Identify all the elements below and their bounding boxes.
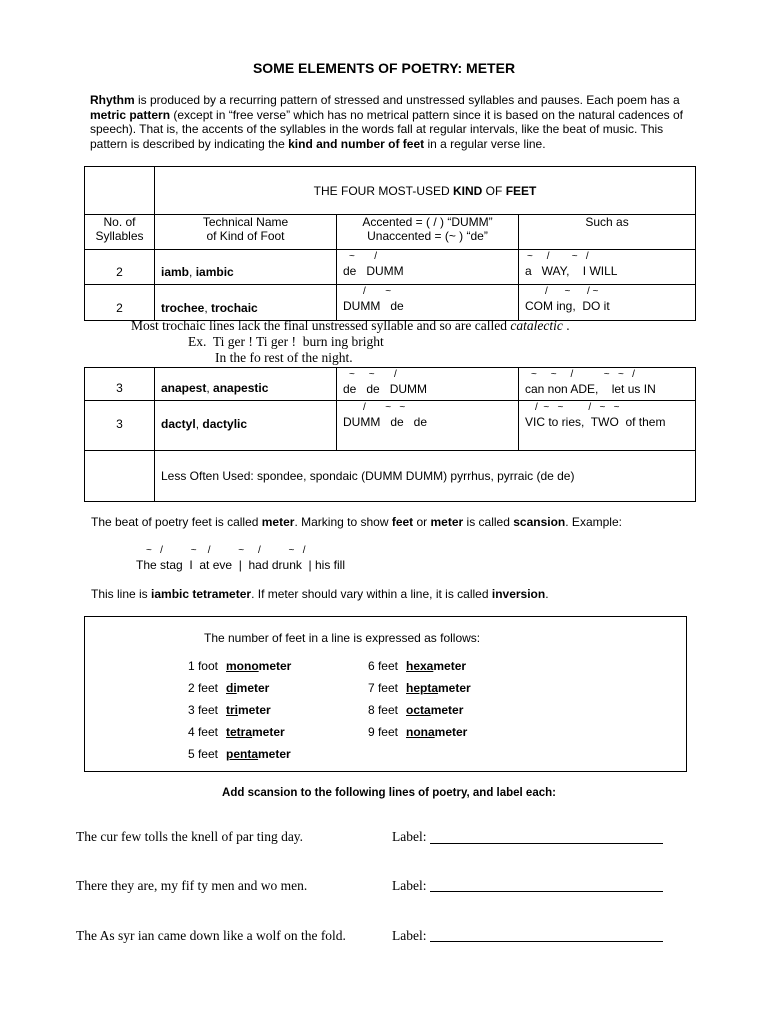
col3-line2: Unaccented = (~ ) “de” xyxy=(367,229,488,243)
meter-count: 6 feet xyxy=(367,659,398,673)
header-text: THE FOUR MOST-USED xyxy=(313,183,453,198)
row-name: dactyl, dactylic xyxy=(155,401,337,451)
col-header-example xyxy=(519,215,696,250)
row-example xyxy=(519,401,696,451)
col-header-name xyxy=(155,215,337,250)
feet-table-lower xyxy=(84,367,696,502)
row-pattern xyxy=(337,368,519,401)
meter-suffix: meter xyxy=(258,747,291,761)
meter-item xyxy=(180,703,271,717)
meter-prefix: mono xyxy=(226,659,259,673)
exercise-line-2: There they are, my fif ty men and wo men. xyxy=(76,878,308,893)
label-field-3[interactable] xyxy=(430,941,663,942)
pattern-text: de DUMM xyxy=(343,264,404,278)
label-prompt: Label: xyxy=(392,878,427,893)
kind-number-term: kind and number of feet xyxy=(288,136,425,151)
s1: The beat of poetry feet is called xyxy=(91,515,262,529)
example-marks: ~ / ~ / xyxy=(527,251,589,262)
header-kind: KIND xyxy=(453,183,483,198)
less-often-used: Less Often Used: spondee, spondaic (DUMM DUMM) pyrrhus, pyrraic (de de) xyxy=(155,451,696,502)
col-header-syllables xyxy=(85,215,155,250)
meter-item xyxy=(360,725,467,739)
rhythm-term: Rhythm xyxy=(90,93,135,107)
example-marks: / ~ / ~ xyxy=(545,286,599,297)
iambic-tetrameter-term: iambic tetrameter xyxy=(151,587,252,601)
catalectic-example-1: Ex. Ti ger ! Ti ger ! burn ing bright xyxy=(188,334,384,349)
table-row xyxy=(85,250,696,285)
intro-text-2: (except in “free verse” which has no metrical pattern since it is based on the natural cadences of speech). That is, the accents of the syllables in the words fall at regular intervals, like the beat of music. This pattern is described by indicating the xyxy=(90,107,683,151)
feet-term: feet xyxy=(391,515,414,529)
less-often-blank xyxy=(85,451,155,502)
meter-count: 5 feet xyxy=(187,747,218,761)
meter-count: 1 foot xyxy=(187,659,218,673)
meter-count: 9 feet xyxy=(367,725,398,739)
col1-line2: Syllables xyxy=(95,229,144,243)
row-pattern xyxy=(337,250,519,285)
meter-suffix: meter xyxy=(433,659,467,673)
meter-count: 2 feet xyxy=(187,681,218,695)
label-prompt: Label: xyxy=(392,829,427,844)
row-name: anapest, anapestic xyxy=(155,368,337,401)
row-num: 2 xyxy=(85,250,155,285)
meter-prefix: tetra xyxy=(226,725,253,739)
catalectic-example-2: In the fo rest of the night. xyxy=(215,350,353,365)
table-row xyxy=(85,368,696,401)
foot-adjective: anapestic xyxy=(213,381,269,395)
s5: . Example: xyxy=(565,515,622,529)
catalectic-period: . xyxy=(562,318,570,333)
meter-item xyxy=(180,747,291,761)
example-marks: / ~ ~ / ~ ~ xyxy=(535,402,620,413)
table-row xyxy=(85,285,696,321)
tetrameter-note xyxy=(91,587,549,601)
meter-item xyxy=(360,703,463,717)
exercise-line-1: The cur few tolls the knell of par ting day. xyxy=(76,829,304,844)
col1-line1: No. of xyxy=(103,215,136,229)
metric-pattern-term: metric pattern xyxy=(90,107,171,122)
meters-heading: The number of feet in a line is expressed as follows: xyxy=(204,631,481,645)
exercise-heading: Add scansion to the following lines of poetry, and label each: xyxy=(222,787,556,799)
pattern-marks: ~ / xyxy=(349,251,378,262)
meter-item xyxy=(180,725,285,739)
foot-adjective: dactylic xyxy=(202,417,248,431)
meter-suffix: meter xyxy=(430,703,464,717)
row-name: iamb, iambic xyxy=(155,250,337,285)
example-text: can non ADE, let us IN xyxy=(525,382,656,396)
pattern-marks: ~ ~ / xyxy=(349,369,397,380)
meter-count: 3 feet xyxy=(187,703,218,717)
meter-item xyxy=(360,659,466,673)
scansion-term: scansion xyxy=(513,515,566,529)
intro-paragraph xyxy=(90,93,690,151)
catalectic-text: Most trochaic lines lack the final unstressed syllable and so are called xyxy=(131,318,511,333)
col-header-accent xyxy=(337,215,519,250)
foot-name: anapest xyxy=(161,381,207,395)
meter-term-2: meter xyxy=(430,515,464,529)
label-field-2[interactable] xyxy=(430,891,663,892)
meter-count: 7 feet xyxy=(367,681,398,695)
meter-prefix: hexa xyxy=(406,659,434,673)
meter-prefix: nona xyxy=(406,725,435,739)
inversion-term: inversion xyxy=(491,587,546,601)
s2: . Marking to show xyxy=(294,515,392,529)
t2: . If meter should vary within a line, it is called xyxy=(251,587,492,601)
pattern-text: DUMM de xyxy=(343,299,404,313)
s3: or xyxy=(413,515,431,529)
t3: . xyxy=(545,587,549,601)
table-row xyxy=(85,451,696,502)
catalectic-term: catalectic xyxy=(510,318,563,333)
meter-item xyxy=(180,681,269,695)
meter-prefix: octa xyxy=(406,703,431,717)
row-pattern xyxy=(337,401,519,451)
foot-name: iamb xyxy=(161,265,190,279)
col2-line1: Technical Name xyxy=(202,215,289,229)
intro-text-3: in a regular verse line. xyxy=(424,136,546,151)
intro-text-1: is produced by a recurring pattern of stressed and unstressed syllables and pauses. Each poem has a xyxy=(134,93,680,107)
header-blank-cell xyxy=(85,167,155,215)
pattern-text: de de DUMM xyxy=(343,382,428,396)
example-text: a WAY, I WILL xyxy=(525,264,618,278)
meter-suffix: meter xyxy=(434,725,468,739)
meter-prefix: hepta xyxy=(406,681,439,695)
row-num: 3 xyxy=(85,368,155,401)
t1: This line is xyxy=(91,587,152,601)
table-row xyxy=(85,401,696,451)
header-of: OF xyxy=(482,183,506,198)
example-marks: ~ ~ / ~ ~ / xyxy=(531,369,635,380)
meter-item xyxy=(180,659,291,673)
row-num: 2 xyxy=(85,285,155,321)
row-example xyxy=(519,250,696,285)
meter-prefix: di xyxy=(226,681,237,695)
table-header xyxy=(155,167,696,215)
label-prompt: Label: xyxy=(392,928,427,943)
page-title: SOME ELEMENTS OF POETRY: METER xyxy=(252,60,516,76)
catalectic-note xyxy=(131,318,570,334)
meter-suffix: meter xyxy=(438,681,471,695)
meter-item xyxy=(360,681,471,695)
foot-name: dactyl xyxy=(161,417,196,431)
row-example xyxy=(519,285,696,321)
s4: is called xyxy=(463,515,514,529)
pattern-marks: / ~ xyxy=(363,286,392,297)
header-feet: FEET xyxy=(505,183,537,198)
row-example xyxy=(519,368,696,401)
pattern-marks: / ~ ~ xyxy=(363,402,406,413)
meter-suffix: meter xyxy=(236,681,270,695)
col3-line1: Accented = ( / ) “DUMM” xyxy=(362,215,493,229)
meter-count: 8 feet xyxy=(367,703,398,717)
col4-line1: Such as xyxy=(585,215,629,229)
scansion-example-line: The stag I at eve | had drunk | his fill xyxy=(136,558,346,572)
foot-adjective: iambic xyxy=(195,265,234,279)
row-pattern xyxy=(337,285,519,321)
scansion-example-marks: ~ / ~ / ~ / ~ / xyxy=(146,545,306,556)
foot-adjective: trochaic xyxy=(211,300,258,315)
label-field-1[interactable] xyxy=(430,843,663,844)
pattern-text: DUMM de de xyxy=(343,415,428,429)
meter-count: 4 feet xyxy=(187,725,218,739)
meter-suffix: meter xyxy=(252,725,285,739)
meter-term: meter xyxy=(261,515,295,529)
foot-name: trochee xyxy=(161,300,205,315)
example-text: VIC to ries, TWO of them xyxy=(525,415,666,429)
row-num: 3 xyxy=(85,401,155,451)
example-text: COM ing, DO it xyxy=(525,299,610,313)
feet-table-upper xyxy=(84,166,696,321)
meter-prefix: penta xyxy=(226,747,259,761)
exercise-line-3: The As syr ian came down like a wolf on the fold. xyxy=(76,928,346,943)
col2-line2: of Kind of Foot xyxy=(206,229,285,243)
meter-prefix: tri xyxy=(226,703,238,717)
meter-suffix: meter xyxy=(258,659,292,673)
meter-suffix: meter xyxy=(238,703,271,717)
row-name: trochee, trochaic xyxy=(155,285,337,321)
scansion-definition xyxy=(91,515,622,529)
